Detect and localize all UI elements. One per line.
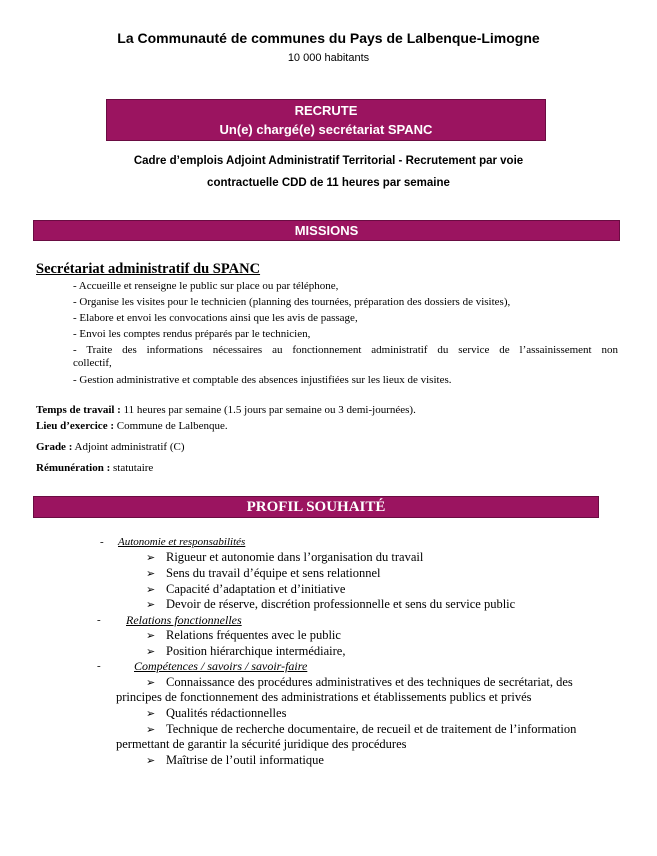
profil-item-text: Position hiérarchique intermédiaire, bbox=[166, 644, 346, 658]
mission-item: - Accueille et renseigne le public sur place ou par téléphone, bbox=[73, 280, 339, 292]
profil-item bbox=[146, 582, 345, 597]
missions-heading: Secrétariat administratif du SPANC bbox=[36, 261, 261, 277]
profil-item bbox=[146, 550, 423, 565]
profil-item-text: Capacité d’adaptation et d’initiative bbox=[166, 582, 346, 596]
work-time bbox=[36, 403, 416, 417]
grade-label: Grade : bbox=[36, 441, 73, 453]
profil-item-text: Sens du travail d’équipe et sens relationnel bbox=[166, 566, 381, 580]
arrow-bullet-icon: ➢ bbox=[146, 723, 156, 736]
cadre-line-1: Cadre d’emplois Adjoint Administratif Territorial - Recrutement par voie bbox=[133, 155, 524, 167]
profil-item-text: Rigueur et autonomie dans l’organisation du travail bbox=[166, 550, 424, 564]
profil-item bbox=[146, 628, 341, 643]
grade-value: Adjoint administratif (C) bbox=[72, 441, 185, 453]
remuneration-value: statutaire bbox=[110, 462, 154, 474]
profil-item-text: Devoir de réserve, discrétion professionnelle et sens du service public bbox=[166, 597, 516, 611]
recrute-label: RECRUTE bbox=[294, 103, 358, 118]
work-place-label: Lieu d’exercice : bbox=[36, 420, 114, 432]
profil-item-text: Relations fréquentes avec le public bbox=[166, 628, 341, 642]
mission-item: - Organise les visites pour le technicien (planning des tournées, préparation des dossiers de visites), bbox=[73, 296, 511, 308]
mission-item: - Traite des informations nécessaires au fonctionnement administratif du service de l’assainissement non bbox=[73, 344, 618, 356]
work-time-value: 11 heures par semaine (1.5 jours par semaine ou 3 demi-journées). bbox=[120, 404, 416, 416]
arrow-bullet-icon: ➢ bbox=[146, 707, 156, 720]
mission-item: - Elabore et envoi les convocations ainsi que les avis de passage, bbox=[73, 312, 358, 324]
profil-item-text: Qualités rédactionnelles bbox=[166, 706, 287, 720]
profil-item bbox=[146, 597, 515, 612]
profil-item-continuation: principes de fonctionnement des administrations et établissements publics et privés bbox=[116, 690, 532, 704]
arrow-bullet-icon: ➢ bbox=[146, 645, 156, 658]
recrute-banner bbox=[106, 99, 546, 141]
profil-item bbox=[146, 706, 286, 721]
work-place bbox=[36, 419, 228, 433]
profil-item-text: Technique de recherche documentaire, de recueil et de traitement de l’information bbox=[166, 722, 577, 736]
category-dash: - bbox=[97, 660, 101, 672]
category-autonomie: Autonomie et responsabilités bbox=[118, 536, 246, 548]
profil-item bbox=[146, 566, 381, 581]
arrow-bullet-icon: ➢ bbox=[146, 567, 156, 580]
cadre-line-2: contractuelle CDD de 11 heures par semaine bbox=[207, 177, 450, 189]
page-subtitle: 10 000 habitants bbox=[287, 52, 370, 64]
category-dash: - bbox=[97, 614, 101, 626]
mission-item-continuation: collectif, bbox=[73, 357, 112, 369]
mission-item: - Envoi les comptes rendus préparés par le technicien, bbox=[73, 328, 311, 340]
profil-item-text: Connaissance des procédures administratives et des techniques de secrétariat, des bbox=[166, 675, 573, 689]
arrow-bullet-icon: ➢ bbox=[146, 583, 156, 596]
arrow-bullet-icon: ➢ bbox=[146, 676, 156, 689]
work-time-label: Temps de travail : bbox=[36, 404, 121, 416]
page-title: La Communauté de communes du Pays de Lalbenque-Limogne bbox=[117, 30, 540, 46]
grade bbox=[36, 440, 185, 454]
remuneration bbox=[36, 461, 153, 475]
work-place-value: Commune de Lalbenque. bbox=[114, 420, 228, 432]
category-competences: Compétences / savoirs / savoir-faire bbox=[134, 659, 308, 673]
profil-item bbox=[146, 675, 573, 690]
arrow-bullet-icon: ➢ bbox=[146, 551, 156, 564]
profil-item bbox=[146, 722, 576, 737]
profil-item bbox=[146, 753, 324, 768]
arrow-bullet-icon: ➢ bbox=[146, 598, 156, 611]
remuneration-label: Rémunération : bbox=[36, 462, 111, 474]
profil-item-text: Maîtrise de l’outil informatique bbox=[166, 753, 324, 767]
profil-item bbox=[146, 644, 345, 659]
job-title: Un(e) chargé(e) secrétariat SPANC bbox=[219, 122, 433, 137]
missions-section-header: MISSIONS bbox=[33, 220, 620, 241]
category-relations: Relations fonctionnelles bbox=[126, 613, 242, 627]
category-dash: - bbox=[100, 536, 104, 548]
arrow-bullet-icon: ➢ bbox=[146, 629, 156, 642]
mission-item: - Gestion administrative et comptable des absences injustifiées sur les lieux de visites. bbox=[73, 374, 452, 386]
profil-section-header: PROFIL SOUHAITÉ bbox=[33, 496, 599, 518]
profil-item-continuation: permettant de garantir la sécurité juridique des procédures bbox=[116, 737, 407, 751]
arrow-bullet-icon: ➢ bbox=[146, 754, 156, 767]
